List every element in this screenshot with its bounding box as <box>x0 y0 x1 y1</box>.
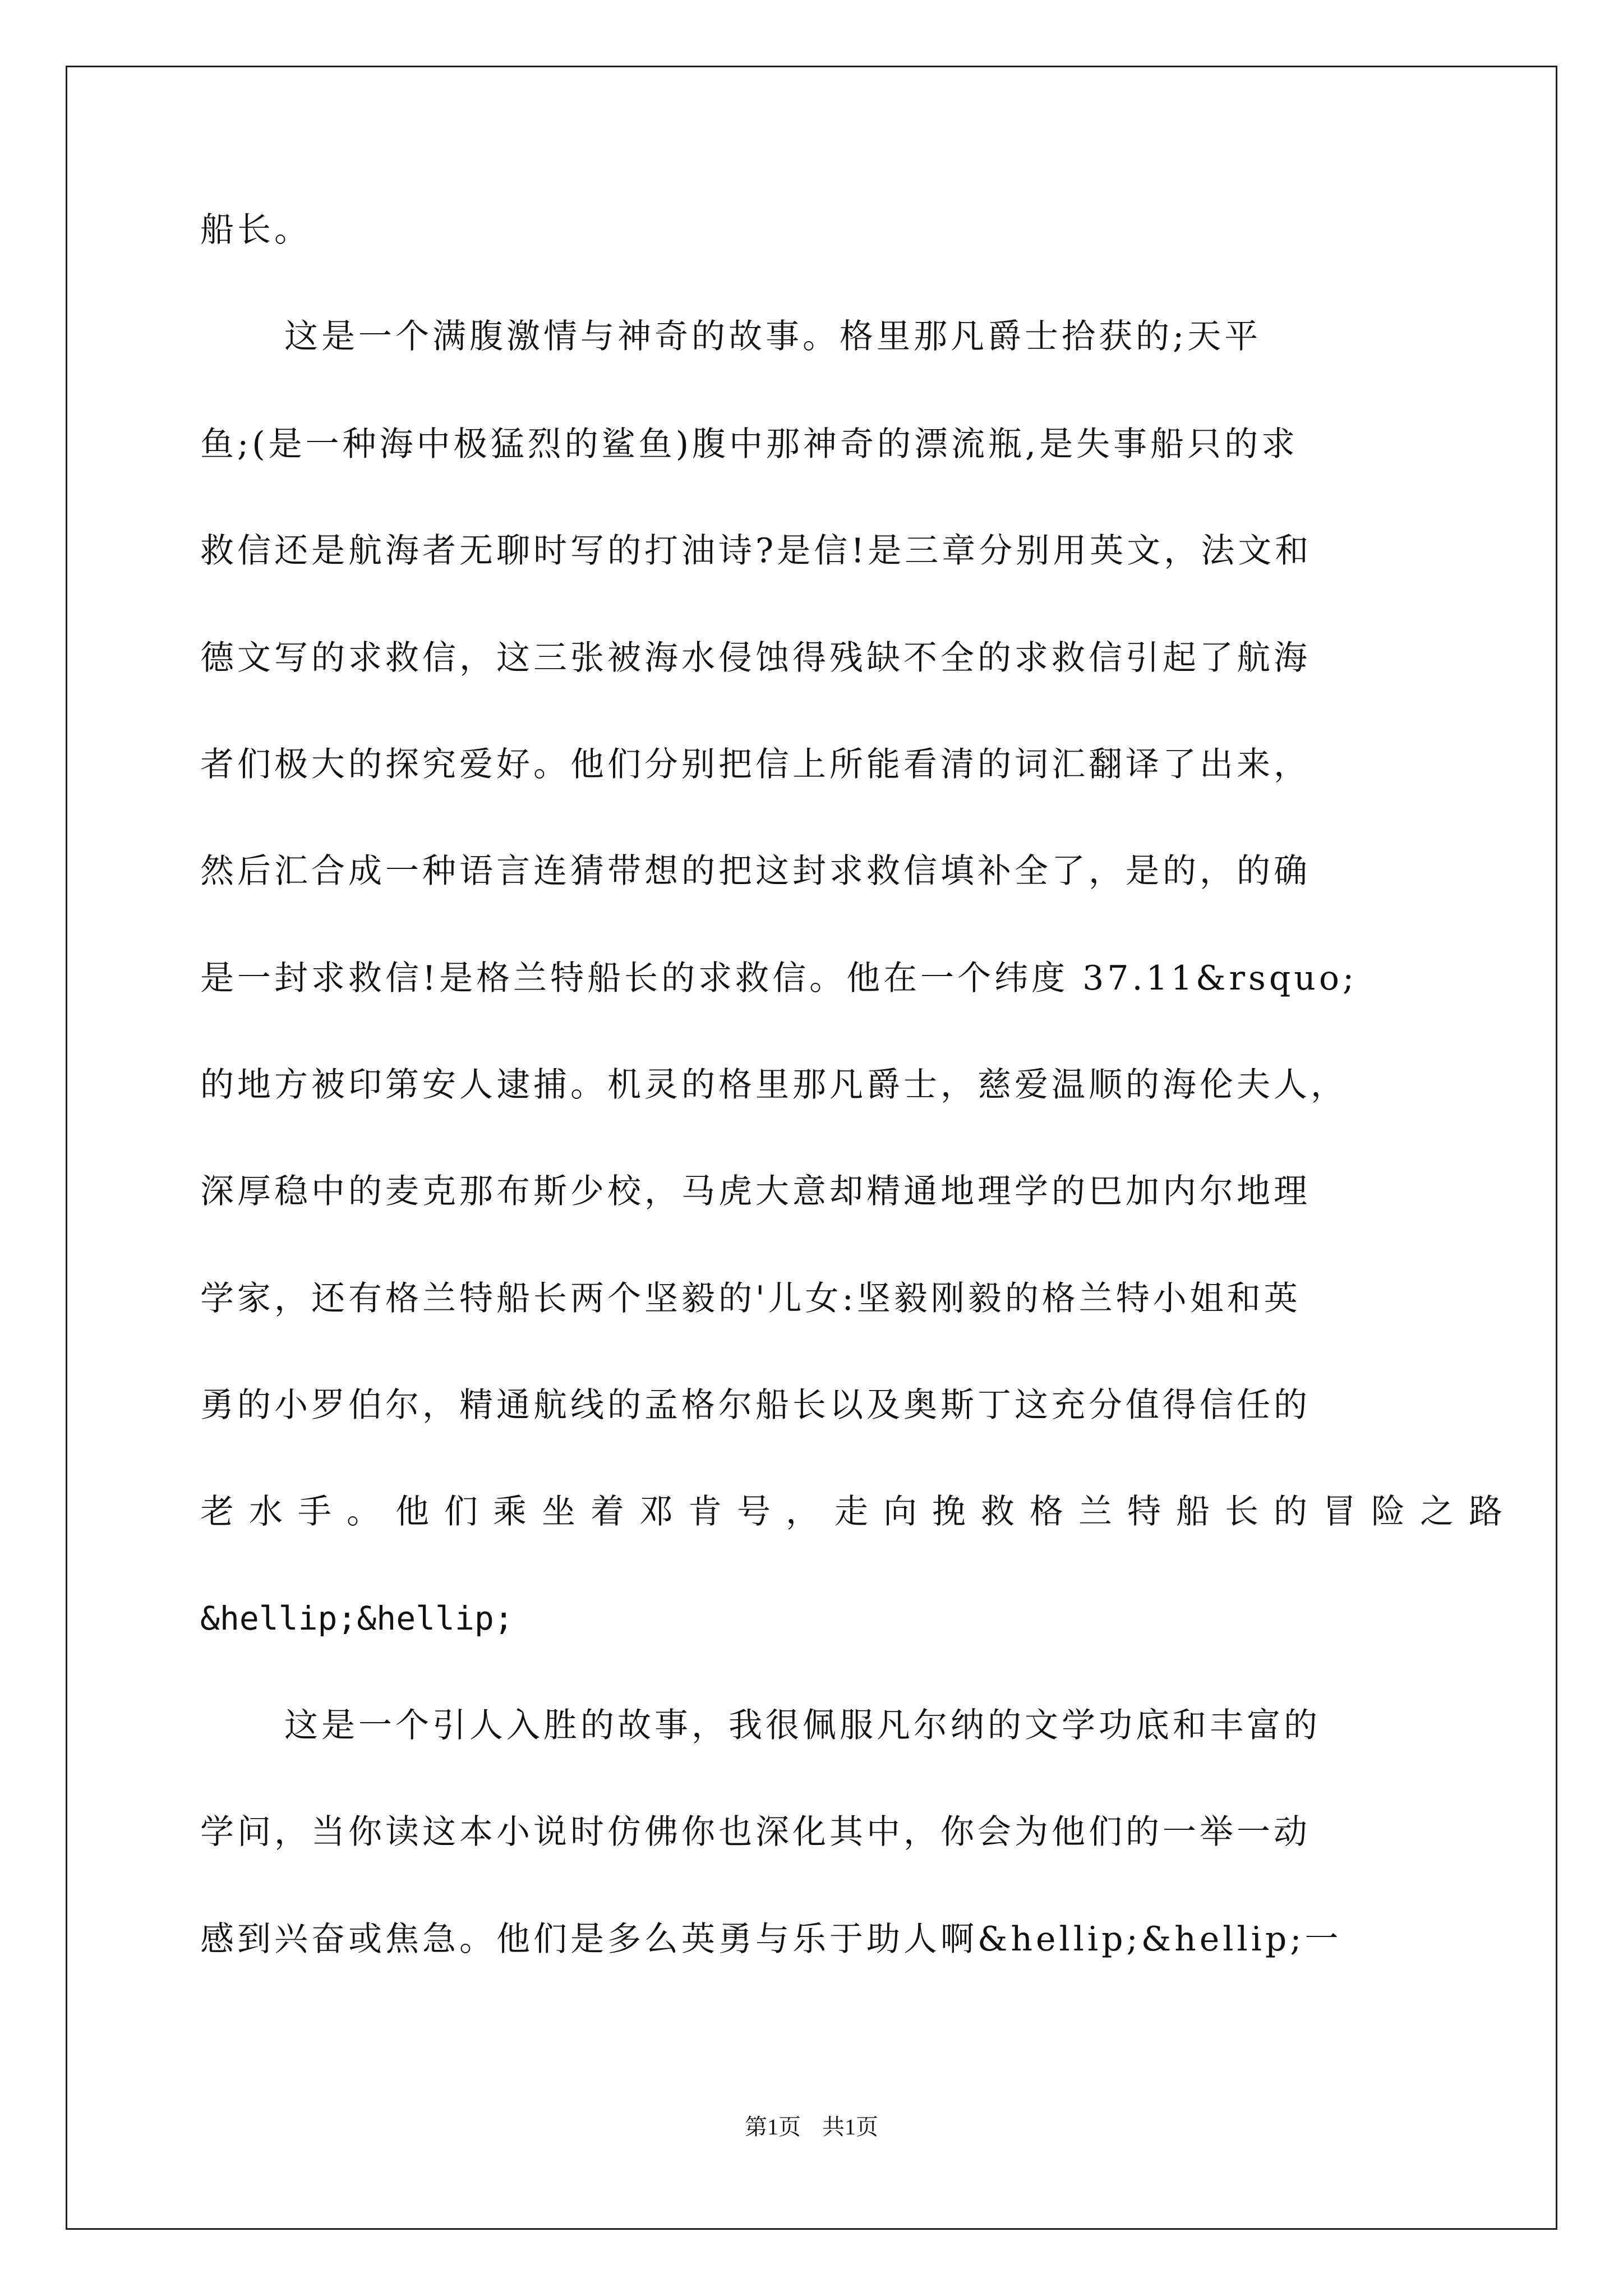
text-line: 者们极大的探究爱好。他们分别把信上所能看清的词汇翻译了出来， <box>200 745 1311 784</box>
text-line: 学问，当你读这本小说时仿佛你也深化其中，你会为他们的一举一动 <box>200 1812 1311 1852</box>
text-line: 德文写的求救信，这三张被海水侵蚀得残缺不全的求救信引起了航海 <box>200 638 1311 678</box>
page-total: 共1页 <box>822 2114 878 2139</box>
text-line: 勇的小罗伯尔，精通航线的孟格尔船长以及奥斯丁这充分值得信任的 <box>200 1386 1311 1425</box>
text-line: 救信还是航海者无聊时写的打油诗?是信!是三章分别用英文，法文和 <box>200 531 1312 570</box>
text-line: 然后汇合成一种语言连猜带想的把这封求救信填补全了，是的，的确 <box>200 852 1311 891</box>
page-footer <box>0 2109 1623 2141</box>
text-line: &hellip;&hellip; <box>200 1599 514 1637</box>
text-line: 感到兴奋或焦急。他们是多么英勇与乐于助人啊&hellip;&hellip;一 <box>200 1920 1342 1959</box>
text-line: 的地方被印第安人逮捕。机灵的格里那凡爵士，慈爱温顺的海伦夫人， <box>200 1065 1348 1105</box>
text-line: 学家，还有格兰特船长两个坚毅的'儿女:坚毅刚毅的格兰特小姐和英 <box>200 1279 1301 1318</box>
page-border <box>66 66 1557 2230</box>
text-line: 深厚稳中的麦克那布斯少校，马虎大意却精通地理学的巴加内尔地理 <box>200 1172 1311 1211</box>
paragraph-start-line: 这是一个满腹激情与神奇的故事。格里那凡爵士拾获的;天平 <box>284 317 1262 356</box>
page-number: 第1页 <box>745 2114 801 2139</box>
text-line: 鱼;(是一种海中极猛烈的鲨鱼)腹中那神奇的漂流瓶,是失事船只的求 <box>200 425 1299 464</box>
text-line: 船长。 <box>200 210 311 250</box>
text-line: 是一封求救信!是格兰特船长的求救信。他在一个纬度 37.11&rsquo; <box>200 959 1358 998</box>
text-line: 老水手。他们乘坐着邓肯号，走向挽救格兰特船长的冒险之路 <box>200 1492 1518 1531</box>
paragraph-start-line: 这是一个引人入胜的故事，我很佩服凡尔纳的文学功底和丰富的 <box>284 1706 1321 1745</box>
